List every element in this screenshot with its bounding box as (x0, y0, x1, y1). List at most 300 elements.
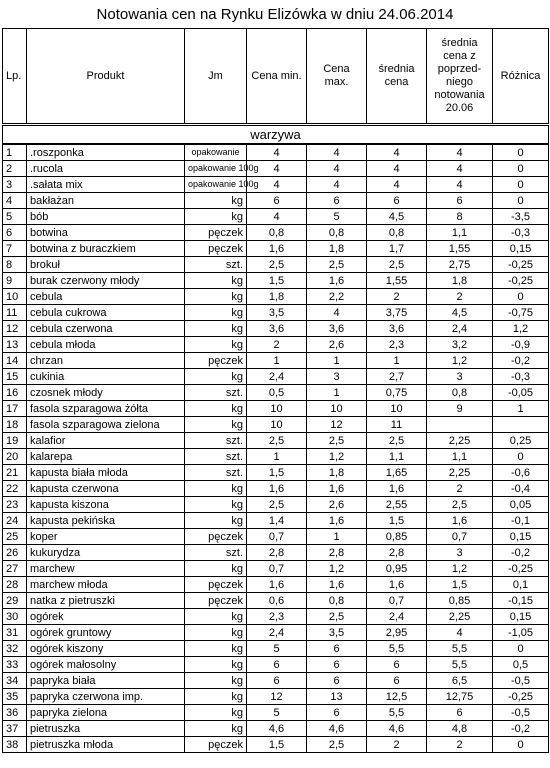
cell-srednia-poprz: 2,25 (427, 465, 493, 481)
cell-cena-max: 1,6 (307, 513, 367, 529)
cell-srednia-poprz: 1,8 (427, 273, 493, 289)
cell-produkt: kalarepa (27, 449, 185, 465)
cell-produkt: kapusta kiszona (27, 497, 185, 513)
cell-cena-max: 3,5 (307, 625, 367, 641)
cell-lp: 3 (3, 177, 27, 193)
cell-srednia: 3,75 (367, 305, 427, 321)
cell-roznica: -0,2 (493, 545, 549, 561)
header-roznica: Różnica (493, 29, 549, 125)
cell-srednia-poprz: 1,1 (427, 225, 493, 241)
cell-jm: szt. (185, 449, 247, 465)
table-row (3, 449, 549, 465)
cell-roznica: -0,25 (493, 689, 549, 705)
cell-produkt: cukinia (27, 369, 185, 385)
cell-srednia: 1,7 (367, 241, 427, 257)
cell-produkt: cebula (27, 289, 185, 305)
cell-jm: kg (185, 193, 247, 209)
table-row (3, 161, 549, 177)
cell-cena-min: 2,4 (247, 369, 307, 385)
cell-srednia: 5,5 (367, 641, 427, 657)
cell-produkt: bakłażan (27, 193, 185, 209)
cell-lp: 14 (3, 353, 27, 369)
cell-produkt: cebula czerwona (27, 321, 185, 337)
cell-cena-max: 1,8 (307, 241, 367, 257)
cell-cena-min: 3,6 (247, 321, 307, 337)
cell-lp: 35 (3, 689, 27, 705)
cell-cena-max: 6 (307, 657, 367, 673)
cell-srednia: 1,5 (367, 513, 427, 529)
cell-lp: 32 (3, 641, 27, 657)
cell-roznica: -0,3 (493, 225, 549, 241)
cell-jm: kg (185, 337, 247, 353)
cell-srednia-poprz: 1,2 (427, 353, 493, 369)
cell-lp: 27 (3, 561, 27, 577)
cell-roznica: 0 (493, 177, 549, 193)
cell-roznica: 0 (493, 641, 549, 657)
cell-srednia-poprz: 4 (427, 625, 493, 641)
cell-srednia-poprz: 0,8 (427, 385, 493, 401)
cell-srednia-poprz: 2 (427, 737, 493, 753)
table-row (3, 305, 549, 321)
cell-cena-max: 1,6 (307, 481, 367, 497)
cell-srednia-poprz: 12,75 (427, 689, 493, 705)
table-row (3, 721, 549, 737)
cell-lp: 34 (3, 673, 27, 689)
cell-lp: 10 (3, 289, 27, 305)
cell-srednia: 4,6 (367, 721, 427, 737)
cell-srednia-poprz (427, 417, 493, 433)
header-jm: Jm (185, 29, 247, 125)
cell-jm: kg (185, 609, 247, 625)
cell-produkt: pietruszka młoda (27, 737, 185, 753)
cell-jm: pęczek (185, 737, 247, 753)
cell-cena-max: 6 (307, 705, 367, 721)
cell-lp: 6 (3, 225, 27, 241)
cell-produkt: ogórek (27, 609, 185, 625)
cell-cena-min: 4,6 (247, 721, 307, 737)
cell-produkt: marchew młoda (27, 577, 185, 593)
cell-roznica: 0,25 (493, 433, 549, 449)
cell-cena-max: 0,8 (307, 225, 367, 241)
cell-roznica: -0,25 (493, 257, 549, 273)
cell-cena-min: 4 (247, 177, 307, 193)
table-header-row (3, 29, 549, 125)
cell-roznica: 0,05 (493, 497, 549, 513)
cell-produkt: .roszponka (27, 144, 185, 161)
cell-cena-max: 1,2 (307, 449, 367, 465)
cell-lp: 17 (3, 401, 27, 417)
cell-srednia: 1,6 (367, 481, 427, 497)
cell-roznica: 1,2 (493, 321, 549, 337)
cell-srednia-poprz: 3 (427, 369, 493, 385)
cell-produkt: natka z pietruszki (27, 593, 185, 609)
cell-produkt: .sałata mix (27, 177, 185, 193)
cell-roznica: 0,15 (493, 529, 549, 545)
cell-produkt: koper (27, 529, 185, 545)
cell-lp: 12 (3, 321, 27, 337)
section-row (3, 125, 549, 145)
cell-cena-max: 0,8 (307, 593, 367, 609)
cell-cena-max: 1,6 (307, 577, 367, 593)
cell-cena-min: 1,5 (247, 737, 307, 753)
table-row (3, 609, 549, 625)
cell-lp: 33 (3, 657, 27, 673)
cell-roznica: -0,6 (493, 465, 549, 481)
table-row (3, 673, 549, 689)
cell-produkt: cebula cukrowa (27, 305, 185, 321)
cell-roznica: -1,05 (493, 625, 549, 641)
table-row (3, 657, 549, 673)
cell-srednia-poprz: 4 (427, 161, 493, 177)
table-row (3, 225, 549, 241)
cell-cena-max: 4 (307, 305, 367, 321)
cell-cena-min: 1,6 (247, 241, 307, 257)
cell-cena-max: 6 (307, 673, 367, 689)
table-row (3, 481, 549, 497)
table-row (3, 465, 549, 481)
cell-srednia-poprz: 1,5 (427, 577, 493, 593)
cell-roznica: -0,3 (493, 369, 549, 385)
cell-srednia-poprz: 0,7 (427, 529, 493, 545)
cell-jm: pęczek (185, 529, 247, 545)
cell-srednia-poprz: 1,1 (427, 449, 493, 465)
cell-lp: 25 (3, 529, 27, 545)
cell-srednia: 3,6 (367, 321, 427, 337)
header-srednia: średnia cena (367, 29, 427, 125)
header-cena-max: Cena max. (307, 29, 367, 125)
cell-roznica: -0,05 (493, 385, 549, 401)
cell-produkt: cebula młoda (27, 337, 185, 353)
cell-lp: 20 (3, 449, 27, 465)
cell-lp: 21 (3, 465, 27, 481)
cell-produkt: bób (27, 209, 185, 225)
cell-srednia: 6 (367, 657, 427, 673)
cell-srednia: 2,55 (367, 497, 427, 513)
cell-cena-min: 1 (247, 449, 307, 465)
cell-cena-min: 1,5 (247, 273, 307, 289)
cell-produkt: ogórek kiszony (27, 641, 185, 657)
cell-produkt: pietruszka (27, 721, 185, 737)
cell-lp: 8 (3, 257, 27, 273)
cell-srednia: 10 (367, 401, 427, 417)
cell-lp: 36 (3, 705, 27, 721)
cell-produkt: kapusta biała młoda (27, 465, 185, 481)
table-row (3, 433, 549, 449)
cell-srednia: 0,85 (367, 529, 427, 545)
cell-srednia: 6 (367, 673, 427, 689)
cell-cena-min: 0,5 (247, 385, 307, 401)
cell-srednia-poprz: 4 (427, 177, 493, 193)
cell-roznica: 0 (493, 144, 549, 161)
cell-roznica: -0,2 (493, 721, 549, 737)
cell-roznica: 0,15 (493, 609, 549, 625)
cell-roznica: -0,1 (493, 513, 549, 529)
cell-cena-max: 13 (307, 689, 367, 705)
page-title: Notowania cen na Rynku Elizówka w dniu 24.06.2014 (96, 6, 454, 23)
cell-lp: 19 (3, 433, 27, 449)
table-row (3, 689, 549, 705)
cell-cena-min: 2,8 (247, 545, 307, 561)
cell-produkt: papryka czerwona imp. (27, 689, 185, 705)
cell-srednia-poprz: 6 (427, 193, 493, 209)
cell-cena-max: 3 (307, 369, 367, 385)
cell-cena-min: 0,7 (247, 529, 307, 545)
cell-lp: 31 (3, 625, 27, 641)
cell-cena-max: 5 (307, 209, 367, 225)
cell-cena-min: 2,5 (247, 257, 307, 273)
cell-cena-max: 2,6 (307, 497, 367, 513)
table-row (3, 209, 549, 225)
cell-cena-min: 1,4 (247, 513, 307, 529)
table-row (3, 177, 549, 193)
cell-jm: szt. (185, 433, 247, 449)
cell-lp: 38 (3, 737, 27, 753)
cell-srednia: 11 (367, 417, 427, 433)
cell-srednia-poprz: 1,6 (427, 513, 493, 529)
cell-srednia-poprz: 2 (427, 289, 493, 305)
cell-produkt: marchew (27, 561, 185, 577)
cell-jm: opakowanie 100g (185, 177, 247, 193)
cell-jm: kg (185, 369, 247, 385)
cell-cena-min: 2,3 (247, 609, 307, 625)
table-row (3, 289, 549, 305)
cell-jm: pęczek (185, 593, 247, 609)
cell-jm: kg (185, 513, 247, 529)
table-row (3, 593, 549, 609)
header-srednia-poprz: średnia cena z poprzed-niego notowania 20.06 (427, 29, 493, 125)
cell-jm: kg (185, 481, 247, 497)
cell-cena-max: 1,8 (307, 465, 367, 481)
cell-srednia: 2,5 (367, 257, 427, 273)
cell-produkt: kapusta czerwona (27, 481, 185, 497)
cell-roznica: 0 (493, 737, 549, 753)
cell-jm: kg (185, 673, 247, 689)
cell-jm: kg (185, 417, 247, 433)
table-row (3, 737, 549, 753)
cell-srednia: 5,5 (367, 705, 427, 721)
cell-srednia-poprz: 1,55 (427, 241, 493, 257)
table-row (3, 529, 549, 545)
cell-srednia-poprz: 4,5 (427, 305, 493, 321)
cell-cena-max: 2,2 (307, 289, 367, 305)
cell-roznica: 0 (493, 193, 549, 209)
cell-lp: 22 (3, 481, 27, 497)
cell-jm: kg (185, 721, 247, 737)
cell-cena-min: 0,8 (247, 225, 307, 241)
cell-jm: kg (185, 561, 247, 577)
price-table (2, 28, 549, 753)
table-row (3, 561, 549, 577)
cell-roznica: -0,4 (493, 481, 549, 497)
cell-srednia: 2,7 (367, 369, 427, 385)
cell-cena-max: 2,5 (307, 433, 367, 449)
cell-roznica (493, 417, 549, 433)
section-label: warzywa (3, 125, 549, 145)
cell-jm: kg (185, 657, 247, 673)
cell-jm: szt. (185, 257, 247, 273)
cell-cena-min: 5 (247, 705, 307, 721)
cell-jm: kg (185, 497, 247, 513)
cell-srednia: 1,55 (367, 273, 427, 289)
cell-lp: 24 (3, 513, 27, 529)
cell-srednia: 2,4 (367, 609, 427, 625)
cell-roznica: -0,9 (493, 337, 549, 353)
cell-jm: kg (185, 305, 247, 321)
cell-produkt: botwina z buraczkiem (27, 241, 185, 257)
cell-jm: szt. (185, 545, 247, 561)
cell-produkt: fasola szparagowa żółta (27, 401, 185, 417)
cell-srednia-poprz: 2,25 (427, 433, 493, 449)
table-row (3, 497, 549, 513)
cell-cena-min: 4 (247, 209, 307, 225)
cell-srednia: 0,7 (367, 593, 427, 609)
cell-cena-min: 4 (247, 144, 307, 161)
cell-produkt: papryka zielona (27, 705, 185, 721)
cell-cena-max: 1 (307, 353, 367, 369)
cell-srednia-poprz: 1,2 (427, 561, 493, 577)
cell-srednia: 2 (367, 289, 427, 305)
cell-cena-min: 6 (247, 673, 307, 689)
cell-cena-min: 5 (247, 641, 307, 657)
cell-srednia-poprz: 2,75 (427, 257, 493, 273)
cell-cena-min: 2 (247, 337, 307, 353)
cell-cena-max: 2,8 (307, 545, 367, 561)
cell-srednia: 4 (367, 161, 427, 177)
cell-produkt: ogórek małosolny (27, 657, 185, 673)
cell-roznica: 0,5 (493, 657, 549, 673)
cell-roznica: -0,75 (493, 305, 549, 321)
cell-cena-min: 10 (247, 417, 307, 433)
cell-cena-min: 4 (247, 161, 307, 177)
cell-srednia: 0,8 (367, 225, 427, 241)
cell-cena-min: 1,8 (247, 289, 307, 305)
table-row (3, 241, 549, 257)
cell-jm: opakowanie (185, 144, 247, 161)
cell-produkt: kalafior (27, 433, 185, 449)
cell-lp: 26 (3, 545, 27, 561)
cell-srednia: 4 (367, 177, 427, 193)
cell-lp: 5 (3, 209, 27, 225)
cell-srednia: 2,95 (367, 625, 427, 641)
cell-srednia: 12,5 (367, 689, 427, 705)
cell-lp: 30 (3, 609, 27, 625)
table-row (3, 513, 549, 529)
cell-lp: 23 (3, 497, 27, 513)
cell-lp: 2 (3, 161, 27, 177)
cell-srednia: 1 (367, 353, 427, 369)
cell-cena-min: 6 (247, 193, 307, 209)
cell-srednia: 1,1 (367, 449, 427, 465)
cell-lp: 28 (3, 577, 27, 593)
cell-srednia-poprz: 6 (427, 705, 493, 721)
table-row (3, 641, 549, 657)
cell-produkt: fasola szparagowa zielona (27, 417, 185, 433)
cell-srednia-poprz: 4 (427, 144, 493, 161)
cell-roznica: -0,25 (493, 561, 549, 577)
cell-roznica: 1 (493, 401, 549, 417)
table-row (3, 353, 549, 369)
cell-srednia-poprz: 5,5 (427, 641, 493, 657)
cell-jm: kg (185, 321, 247, 337)
cell-cena-max: 1,2 (307, 561, 367, 577)
cell-jm: kg (185, 641, 247, 657)
cell-jm: pęczek (185, 225, 247, 241)
table-row (3, 401, 549, 417)
cell-cena-max: 2,5 (307, 257, 367, 273)
cell-cena-max: 6 (307, 641, 367, 657)
cell-jm: kg (185, 209, 247, 225)
cell-cena-min: 6 (247, 657, 307, 673)
cell-jm: kg (185, 289, 247, 305)
cell-jm: kg (185, 625, 247, 641)
cell-cena-max: 2,5 (307, 609, 367, 625)
table-row (3, 273, 549, 289)
cell-produkt: kapusta pekińska (27, 513, 185, 529)
cell-cena-min: 10 (247, 401, 307, 417)
cell-srednia-poprz: 6,5 (427, 673, 493, 689)
table-row (3, 385, 549, 401)
cell-roznica: -0,25 (493, 273, 549, 289)
table-row (3, 257, 549, 273)
cell-lp: 29 (3, 593, 27, 609)
cell-cena-min: 1,5 (247, 465, 307, 481)
table-row (3, 144, 549, 161)
cell-cena-min: 3,5 (247, 305, 307, 321)
header-lp: Lp. (3, 29, 27, 125)
cell-cena-min: 1,6 (247, 577, 307, 593)
cell-cena-max: 1 (307, 385, 367, 401)
table-row (3, 321, 549, 337)
cell-roznica: -3,5 (493, 209, 549, 225)
cell-cena-min: 0,7 (247, 561, 307, 577)
cell-jm: kg (185, 689, 247, 705)
cell-cena-min: 1 (247, 353, 307, 369)
cell-roznica: 0 (493, 449, 549, 465)
cell-lp: 1 (3, 144, 27, 161)
header-produkt: Produkt (27, 29, 185, 125)
cell-produkt: papryka biała (27, 673, 185, 689)
cell-cena-min: 1,6 (247, 481, 307, 497)
cell-srednia-poprz: 2,4 (427, 321, 493, 337)
table-row (3, 625, 549, 641)
cell-produkt: botwina (27, 225, 185, 241)
cell-srednia: 4 (367, 144, 427, 161)
cell-produkt: czosnek młody (27, 385, 185, 401)
cell-jm: pęczek (185, 241, 247, 257)
table-row (3, 337, 549, 353)
cell-srednia-poprz: 4,8 (427, 721, 493, 737)
cell-srednia: 2,5 (367, 433, 427, 449)
cell-cena-max: 2,5 (307, 737, 367, 753)
cell-srednia: 0,75 (367, 385, 427, 401)
cell-srednia-poprz: 2,5 (427, 497, 493, 513)
table-row (3, 369, 549, 385)
cell-srednia-poprz: 9 (427, 401, 493, 417)
cell-srednia: 1,65 (367, 465, 427, 481)
cell-srednia: 2,3 (367, 337, 427, 353)
cell-cena-max: 4,6 (307, 721, 367, 737)
cell-cena-min: 0,6 (247, 593, 307, 609)
cell-cena-min: 12 (247, 689, 307, 705)
cell-srednia-poprz: 3 (427, 545, 493, 561)
cell-srednia-poprz: 2,25 (427, 609, 493, 625)
header-cena-min: Cena min. (247, 29, 307, 125)
cell-srednia: 2,8 (367, 545, 427, 561)
cell-roznica: 0 (493, 289, 549, 305)
cell-srednia: 1,6 (367, 577, 427, 593)
cell-lp: 4 (3, 193, 27, 209)
cell-produkt: kukurydza (27, 545, 185, 561)
